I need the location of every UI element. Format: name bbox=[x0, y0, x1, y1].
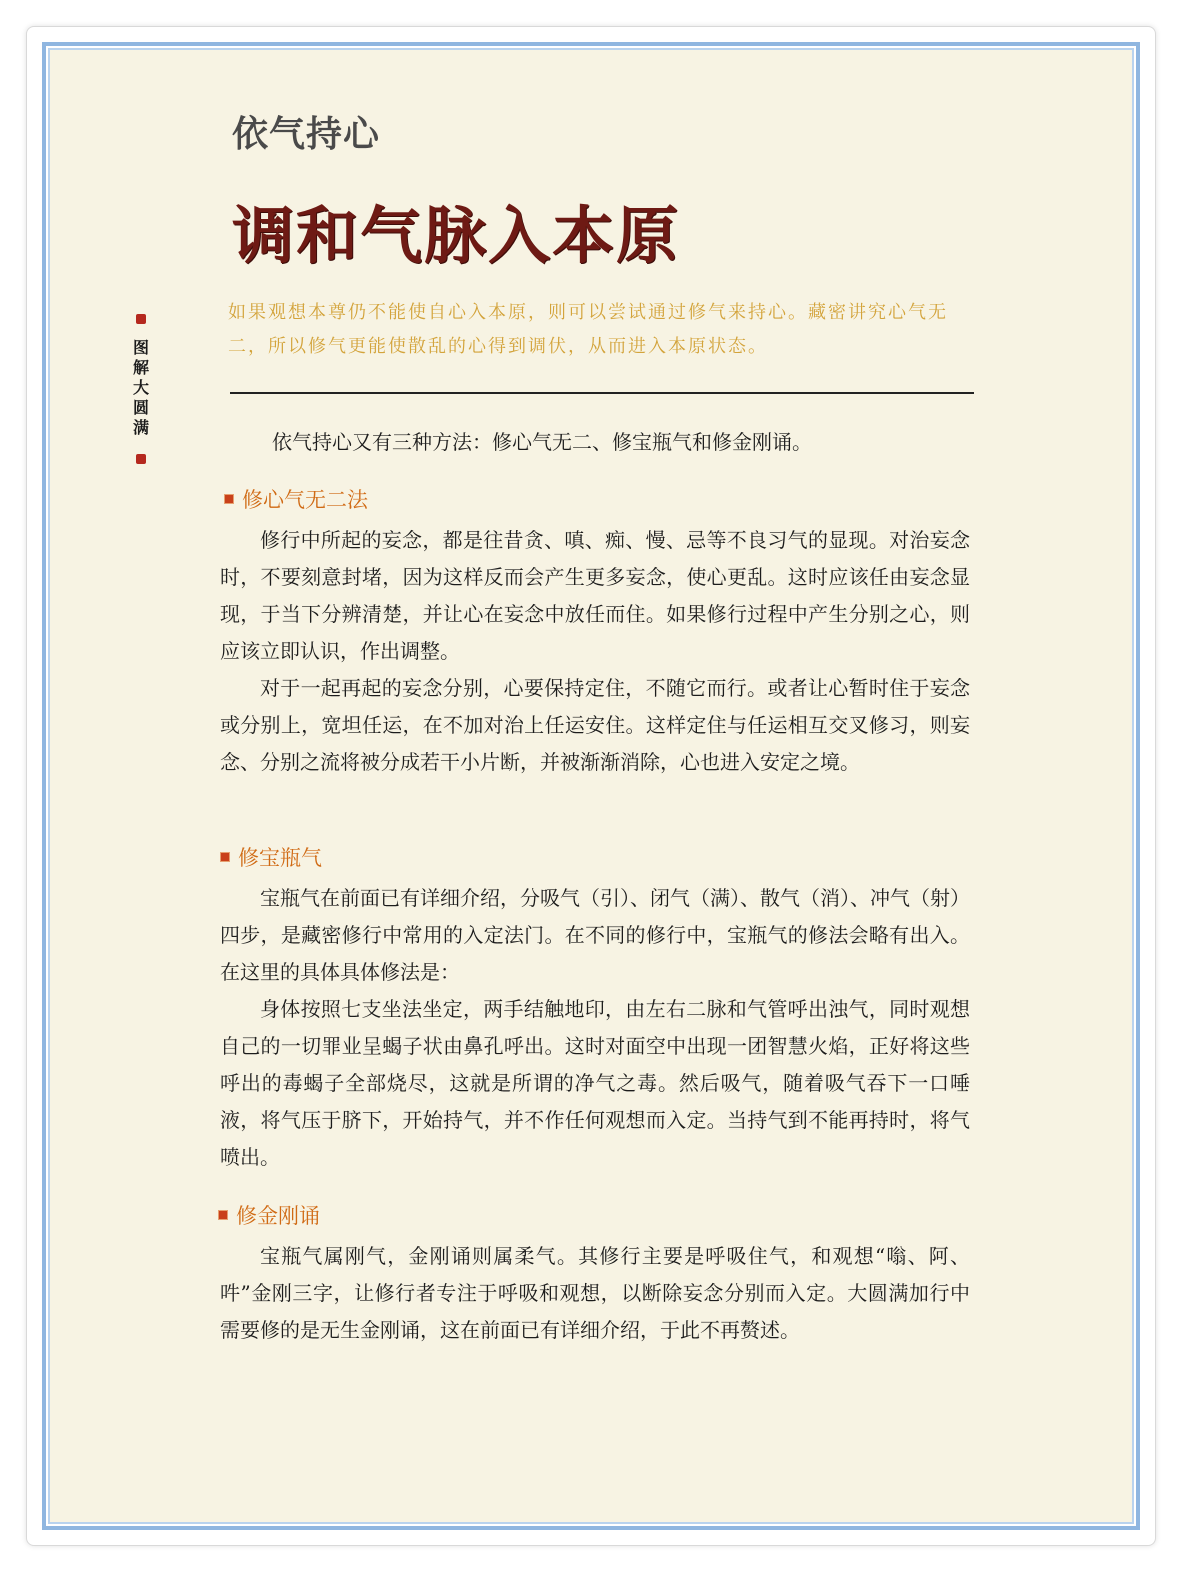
paragraph: 修行中所起的妄念，都是往昔贪、嗔、痴、慢、忌等不良习气的显现。对治妄念时，不要刻意封堵，因为这样反而会产生更多妄念，使心更乱。这时应该任由妄念显现，于当下分辨清楚，并让心在妄念中放任而住。如果修行过程中产生分别之心，则应该立即认识，作出调整。 bbox=[220, 528, 970, 663]
paragraph: 对于一起再起的妄念分别，心要保持定住，不随它而行。或者让心暂时住于妄念或分别上，宽坦任运，在不加对治上任运安住。这样定住与任运相互交叉修习，则妄念、分别之流将被分成若干小片断，并被渐渐消除，心也进入安定之境。 bbox=[220, 676, 970, 774]
section-body-1 bbox=[220, 522, 970, 781]
side-mark-top bbox=[136, 314, 146, 324]
section-bullet-icon bbox=[224, 494, 234, 504]
section-heading-text: 修金刚诵 bbox=[236, 1204, 320, 1228]
section-heading-2 bbox=[220, 842, 322, 872]
lead-sentence: 依气持心又有三种方法：修心气无二、修宝瓶气和修金刚诵。 bbox=[272, 430, 812, 454]
section-heading-text: 修宝瓶气 bbox=[238, 846, 322, 870]
section-heading-3 bbox=[218, 1200, 320, 1230]
side-label bbox=[131, 314, 151, 464]
intro-paragraph: 如果观想本尊仍不能使自心入本原，则可以尝试通过修气来持心。藏密讲究心气无二，所以修气更能使散乱的心得到调伏，从而进入本原状态。 bbox=[228, 302, 948, 357]
section-body-3 bbox=[220, 1238, 970, 1349]
section-body-2 bbox=[220, 880, 970, 1176]
section-bullet-icon bbox=[220, 852, 230, 862]
chapter-kicker: 依气持心 bbox=[232, 114, 381, 155]
page-title: 调和气脉入本原 bbox=[232, 199, 681, 272]
paragraph: 宝瓶气在前面已有详细介绍，分吸气（引）、闭气（满）、散气（消）、冲气（射）四步，是藏密修行中常用的入定法门。在不同的修行中，宝瓶气的修法会略有出入。在这里的具体具体修法是： bbox=[220, 886, 970, 984]
paragraph: 身体按照七支坐法坐定，两手结触地印，由左右二脉和气管呼出浊气，同时观想自己的一切罪业呈蝎子状由鼻孔呼出。这时对面空中出现一团智慧火焰，正好将这些呼出的毒蝎子全部烧尽，这就是所谓的净气之毒。然后吸气，随着吸气吞下一口唾液，将气压于脐下，开始持气，并不作任何观想而入定。当持气到不能再持时，将气喷出。 bbox=[220, 997, 970, 1169]
section-bullet-icon bbox=[218, 1210, 228, 1220]
section-heading-text: 修心气无二法 bbox=[242, 488, 368, 512]
side-mark-bottom bbox=[136, 454, 146, 464]
section-heading-1 bbox=[224, 484, 368, 514]
side-label-text: 图解大圆满 bbox=[132, 338, 149, 437]
divider-rule bbox=[230, 392, 974, 394]
paragraph: 宝瓶气属刚气，金刚诵则属柔气。其修行主要是呼吸住气，和观想“嗡、阿、吽”金刚三字，让修行者专注于呼吸和观想，以断除妄念分别而入定。大圆满加行中需要修的是无生金刚诵，这在前面已有详细介绍，于此不再赘述。 bbox=[220, 1244, 970, 1342]
